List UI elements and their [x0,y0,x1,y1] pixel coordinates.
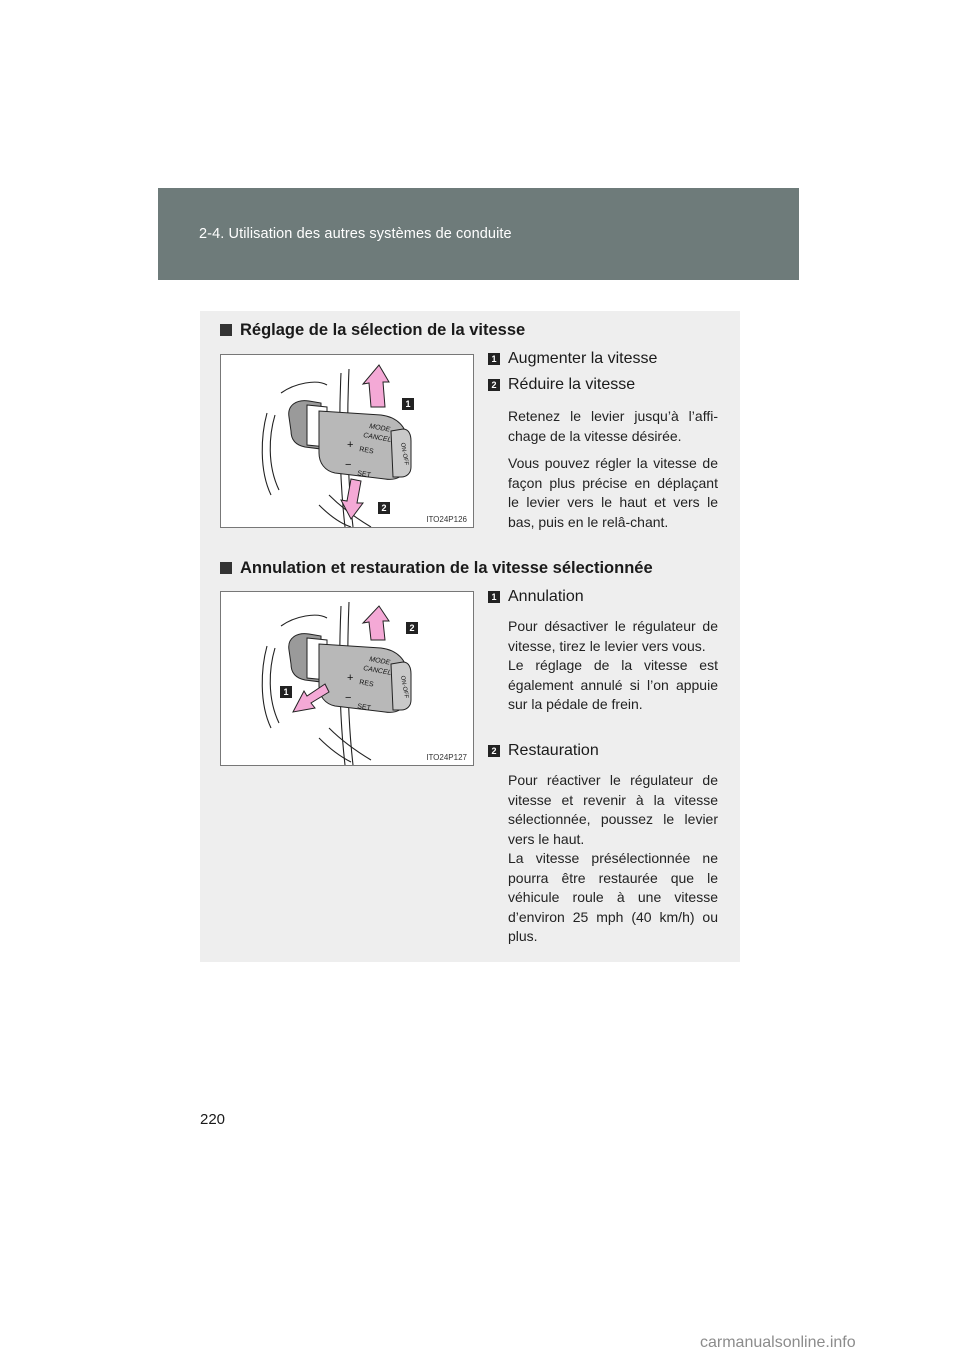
list-item: 2 Restauration [488,742,718,760]
page-number: 220 [200,1111,226,1128]
lever-illustration [221,355,473,527]
section-title-cancel-resume: Annulation et restauration de la vitesse sélectionnée [220,559,653,578]
lever-cancel-text: CANCEL [362,432,392,444]
chapter-title: 2-4. Utilisation des autres systèmes de conduite [199,226,512,242]
lever-cancel-text: CANCEL [362,665,392,677]
section-title-speed-setting: Réglage de la sélection de la vitesse [220,321,525,340]
callout-number-text: 1 [405,399,411,409]
lever-mode-text: MODE [368,656,391,667]
lever-res-text: RES [358,679,375,689]
figure-code: ITO24P126 [426,515,467,524]
lever-plus-text: + [347,672,354,684]
watermark-link[interactable]: carmanualsonline.info [700,1334,856,1351]
lever-mode-text: MODE [368,423,391,434]
lever-minus-text: − [345,459,352,471]
lever-minus-text: − [345,692,352,704]
figure-code: ITO24P127 [426,753,467,762]
bullet-square-icon [220,324,232,336]
lever-figure-2 [220,591,474,766]
paragraph: Retenez le levier jusqu’à l’affi-chage de la vitesse désirée. [508,408,718,444]
list-item: 1 Augmenter la vitesse [488,350,718,368]
content-panel [200,311,740,962]
lever-onoff-text: ON·OFF [399,442,409,466]
list-item: 2 Réduire la vitesse [488,376,718,394]
number-badge: 2 [488,379,500,391]
arrow-up-icon [363,365,389,407]
lever-res-text: RES [358,446,375,456]
lever-plus-text: + [347,439,354,451]
paragraph: Vous pouvez régler la vitesse de façon plus précise en déplaçant le levier vers le haut et vers le bas, puis en le relâ-chant. [508,455,718,530]
bullet-square-icon [220,562,232,574]
lever-set-text: SET [356,703,372,713]
lever-onoff-text: ON·OFF [399,675,409,699]
arrow-down-icon [341,479,363,519]
number-badge: 1 [488,353,500,365]
lever-figure-1 [220,354,474,528]
lever-set-text: SET [356,470,372,480]
callout-number-text: 2 [409,623,415,633]
paragraph: Pour réactiver le régulateur de vitesse et revenir à la vitesse sélectionnée, poussez le levier vers le haut. La vitesse présélectionnée ne pourra être restaurée que le véhicule roule à une vitesse d’environ 25 mph (40 km/h) ou plus. [508,772,718,944]
number-badge: 1 [488,591,500,603]
callout-number-text: 1 [283,687,289,697]
paragraph: Pour désactiver le régulateur de vitesse, tirez le levier vers vous. Le réglage de la vitesse est également annulé si l’on appuie sur la pédale de frein. [508,618,718,712]
number-badge: 2 [488,745,500,757]
arrow-up-icon [363,606,389,640]
list-item: 1 Annulation [488,588,718,606]
lever-illustration [221,592,473,765]
chapter-header [158,188,799,280]
callout-number-text: 2 [381,503,387,513]
